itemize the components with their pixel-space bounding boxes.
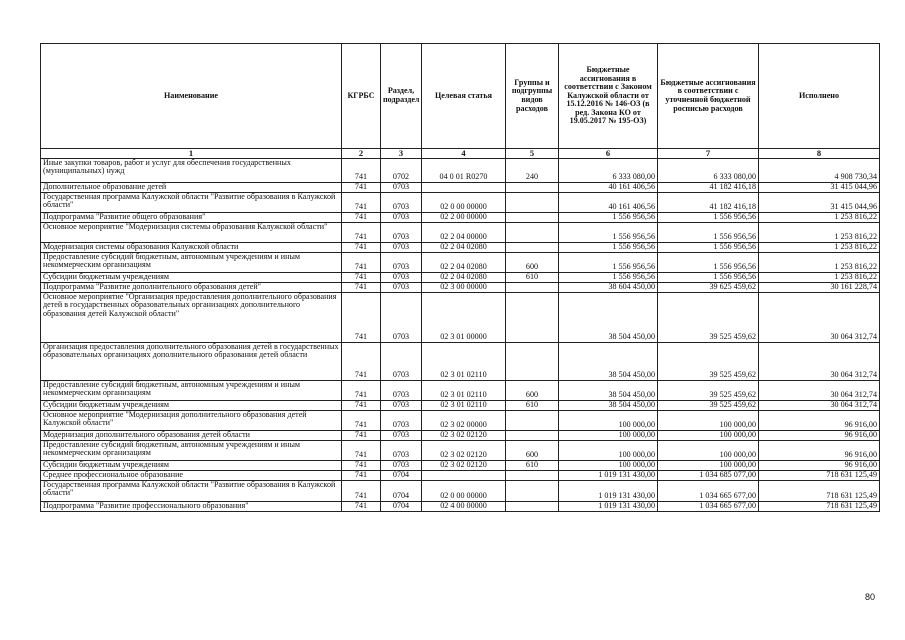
row-section: 0703 <box>381 212 422 222</box>
row-law-allocation: 38 604 450,00 <box>559 282 658 292</box>
row-executed: 1 253 816,22 <box>759 252 880 272</box>
row-name: Дополнительное образование детей <box>41 182 342 192</box>
row-name: Субсидии бюджетным учреждениям <box>41 460 342 470</box>
row-name: Иные закупки товаров, работ и услуг для обеспечения государственных (муниципальных) нужд <box>41 158 342 182</box>
row-refined-allocation: 39 625 459,62 <box>658 282 759 292</box>
row-section: 0703 <box>381 380 422 400</box>
row-executed: 718 631 125,49 <box>759 470 880 480</box>
table-row <box>41 192 880 212</box>
row-name: Подпрограмма "Развитие профессионального образования" <box>41 501 342 511</box>
header-groups: Группы и подгруппы видов расходов <box>506 44 559 149</box>
row-expense-group: 610 <box>506 400 559 410</box>
row-section: 0703 <box>381 430 422 440</box>
row-name: Субсидии бюджетным учреждениям <box>41 272 342 282</box>
row-name: Подпрограмма "Развитие дополнительного образования детей" <box>41 282 342 292</box>
row-target-article: 02 3 00 00000 <box>422 282 506 292</box>
row-executed: 96 916,00 <box>759 440 880 460</box>
table-row <box>41 292 880 342</box>
row-section: 0703 <box>381 342 422 380</box>
row-law-allocation: 1 019 131 430,00 <box>559 480 658 501</box>
row-law-allocation: 100 000,00 <box>559 460 658 470</box>
row-section: 0703 <box>381 292 422 342</box>
row-refined-allocation: 1 556 956,56 <box>658 272 759 282</box>
table-row <box>41 470 880 480</box>
row-law-allocation: 1 556 956,56 <box>559 212 658 222</box>
row-target-article: 02 3 02 00000 <box>422 410 506 430</box>
row-refined-allocation: 39 525 459,62 <box>658 292 759 342</box>
table-row <box>41 242 880 252</box>
row-law-allocation: 38 504 450,00 <box>559 342 658 380</box>
row-law-allocation: 1 556 956,56 <box>559 272 658 282</box>
row-executed: 96 916,00 <box>759 430 880 440</box>
row-executed: 718 631 125,49 <box>759 480 880 501</box>
row-expense-group: 610 <box>506 272 559 282</box>
row-target-article: 02 2 04 02080 <box>422 242 506 252</box>
row-kgrbs: 741 <box>342 380 381 400</box>
page-number: 80 <box>864 592 875 602</box>
row-expense-group: 600 <box>506 440 559 460</box>
row-kgrbs: 741 <box>342 292 381 342</box>
row-target-article <box>422 182 506 192</box>
row-kgrbs: 741 <box>342 410 381 430</box>
row-section: 0704 <box>381 501 422 511</box>
header-kgrbs: КГРБС <box>342 44 381 149</box>
row-target-article: 02 3 02 02120 <box>422 430 506 440</box>
row-refined-allocation: 39 525 459,62 <box>658 400 759 410</box>
column-number: 5 <box>506 149 559 159</box>
row-executed: 1 253 816,22 <box>759 222 880 242</box>
column-number: 1 <box>41 149 342 159</box>
table-row <box>41 440 880 460</box>
row-target-article: 02 3 01 02110 <box>422 342 506 380</box>
row-refined-allocation: 100 000,00 <box>658 460 759 470</box>
row-refined-allocation: 41 182 416,18 <box>658 192 759 212</box>
row-executed: 1 253 816,22 <box>759 272 880 282</box>
row-kgrbs: 741 <box>342 342 381 380</box>
table-row <box>41 410 880 430</box>
row-target-article: 02 0 00 00000 <box>422 480 506 501</box>
table-row <box>41 460 880 470</box>
row-expense-group <box>506 470 559 480</box>
column-number: 4 <box>422 149 506 159</box>
row-expense-group <box>506 212 559 222</box>
column-number-row <box>41 149 880 159</box>
column-number: 8 <box>759 149 880 159</box>
row-target-article: 02 2 04 02080 <box>422 272 506 282</box>
row-kgrbs: 741 <box>342 242 381 252</box>
row-law-allocation: 1 556 956,56 <box>559 222 658 242</box>
row-executed: 96 916,00 <box>759 410 880 430</box>
table-row <box>41 158 880 182</box>
row-kgrbs: 741 <box>342 460 381 470</box>
row-law-allocation: 38 504 450,00 <box>559 380 658 400</box>
row-section: 0703 <box>381 192 422 212</box>
row-executed: 1 253 816,22 <box>759 242 880 252</box>
row-law-allocation: 1 556 956,56 <box>559 242 658 252</box>
row-refined-allocation: 100 000,00 <box>658 430 759 440</box>
row-kgrbs: 741 <box>342 192 381 212</box>
row-refined-allocation: 1 034 665 677,00 <box>658 501 759 511</box>
column-number: 3 <box>381 149 422 159</box>
row-target-article: 02 3 02 02120 <box>422 460 506 470</box>
row-section: 0703 <box>381 252 422 272</box>
row-law-allocation: 38 504 450,00 <box>559 292 658 342</box>
row-target-article <box>422 470 506 480</box>
row-kgrbs: 741 <box>342 470 381 480</box>
row-target-article: 02 3 01 00000 <box>422 292 506 342</box>
row-expense-group <box>506 480 559 501</box>
header-name: Наименование <box>41 44 342 149</box>
row-refined-allocation: 1 034 685 077,00 <box>658 470 759 480</box>
header-law: Бюджетные ассигнования в соответствии с Законом Калужской области от 15.12.2016 № 146-ОЗ (в ред. Закона КО от 19.05.2017 № 195-ОЗ) <box>559 44 658 149</box>
row-name: Модернизация системы образования Калужской области <box>41 242 342 252</box>
row-executed: 718 631 125,49 <box>759 501 880 511</box>
row-expense-group <box>506 222 559 242</box>
row-refined-allocation: 100 000,00 <box>658 410 759 430</box>
table-row <box>41 480 880 501</box>
row-refined-allocation: 1 556 956,56 <box>658 242 759 252</box>
row-expense-group <box>506 192 559 212</box>
row-section: 0703 <box>381 272 422 282</box>
row-kgrbs: 741 <box>342 400 381 410</box>
row-section: 0703 <box>381 242 422 252</box>
row-law-allocation: 100 000,00 <box>559 430 658 440</box>
row-target-article: 02 0 00 00000 <box>422 192 506 212</box>
row-section: 0704 <box>381 470 422 480</box>
row-target-article: 02 3 01 02110 <box>422 380 506 400</box>
row-kgrbs: 741 <box>342 212 381 222</box>
table-row <box>41 182 880 192</box>
row-law-allocation: 38 504 450,00 <box>559 400 658 410</box>
row-target-article: 02 3 02 02120 <box>422 440 506 460</box>
row-refined-allocation: 100 000,00 <box>658 440 759 460</box>
row-target-article: 04 0 01 R0270 <box>422 158 506 182</box>
row-executed: 30 161 228,74 <box>759 282 880 292</box>
row-law-allocation: 100 000,00 <box>559 410 658 430</box>
row-target-article: 02 4 00 00000 <box>422 501 506 511</box>
row-target-article: 02 2 04 00000 <box>422 222 506 242</box>
row-name: Подпрограмма "Развитие общего образования" <box>41 212 342 222</box>
budget-table <box>40 43 880 512</box>
row-executed: 30 064 312,74 <box>759 380 880 400</box>
table-body <box>41 158 880 511</box>
row-section: 0703 <box>381 460 422 470</box>
row-kgrbs: 741 <box>342 222 381 242</box>
row-name: Субсидии бюджетным учреждениям <box>41 400 342 410</box>
row-name: Государственная программа Калужской области "Развитие образования в Калужской области" <box>41 192 342 212</box>
row-executed: 31 415 044,96 <box>759 192 880 212</box>
column-number: 6 <box>559 149 658 159</box>
row-expense-group <box>506 292 559 342</box>
table-row <box>41 430 880 440</box>
header-row <box>41 44 880 149</box>
row-name: Основное мероприятие "Организация предоставления дополнительного образования детей в государственных образовательных организациях дополнительного образования детей Калужской области" <box>41 292 342 342</box>
row-executed: 1 253 816,22 <box>759 212 880 222</box>
row-target-article: 02 2 04 02080 <box>422 252 506 272</box>
row-expense-group: 240 <box>506 158 559 182</box>
column-number: 2 <box>342 149 381 159</box>
header-section: Раздел, подраздел <box>381 44 422 149</box>
header-executed: Исполнено <box>759 44 880 149</box>
table-row <box>41 501 880 511</box>
row-expense-group <box>506 342 559 380</box>
row-target-article: 02 2 00 00000 <box>422 212 506 222</box>
row-section: 0703 <box>381 222 422 242</box>
row-law-allocation: 1 556 956,56 <box>559 252 658 272</box>
row-executed: 96 916,00 <box>759 460 880 470</box>
row-section: 0702 <box>381 158 422 182</box>
row-kgrbs: 741 <box>342 430 381 440</box>
row-expense-group <box>506 182 559 192</box>
row-executed: 4 908 730,34 <box>759 158 880 182</box>
row-refined-allocation: 1 034 665 677,00 <box>658 480 759 501</box>
table-row <box>41 222 880 242</box>
row-law-allocation: 6 333 080,00 <box>559 158 658 182</box>
row-kgrbs: 741 <box>342 501 381 511</box>
row-law-allocation: 40 161 406,56 <box>559 192 658 212</box>
row-executed: 30 064 312,74 <box>759 342 880 380</box>
row-expense-group: 600 <box>506 380 559 400</box>
row-refined-allocation: 1 556 956,56 <box>658 252 759 272</box>
row-name: Организация предоставления дополнительного образования детей в государственных образовательных организациях дополнительного образования детей области <box>41 342 342 380</box>
row-refined-allocation: 6 333 080,00 <box>658 158 759 182</box>
row-law-allocation: 40 161 406,56 <box>559 182 658 192</box>
row-law-allocation: 100 000,00 <box>559 440 658 460</box>
table-row <box>41 282 880 292</box>
row-kgrbs: 741 <box>342 182 381 192</box>
row-section: 0703 <box>381 282 422 292</box>
table-row <box>41 342 880 380</box>
row-section: 0703 <box>381 440 422 460</box>
row-kgrbs: 741 <box>342 158 381 182</box>
row-expense-group <box>506 410 559 430</box>
row-name: Государственная программа Калужской области "Развитие образования в Калужской области" <box>41 480 342 501</box>
header-refined: Бюджетные ассигнования в соответствии с уточненной бюджетной росписью расходов <box>658 44 759 149</box>
row-target-article: 02 3 01 02110 <box>422 400 506 410</box>
row-expense-group <box>506 501 559 511</box>
row-refined-allocation: 39 525 459,62 <box>658 342 759 380</box>
row-refined-allocation: 1 556 956,56 <box>658 212 759 222</box>
row-law-allocation: 1 019 131 430,00 <box>559 470 658 480</box>
row-expense-group: 610 <box>506 460 559 470</box>
row-refined-allocation: 39 525 459,62 <box>658 380 759 400</box>
table-row <box>41 380 880 400</box>
header-target: Целевая статья <box>422 44 506 149</box>
row-name: Модернизация дополнительного образования детей области <box>41 430 342 440</box>
row-name: Среднее профессиональное образование <box>41 470 342 480</box>
table-row <box>41 252 880 272</box>
table-row <box>41 212 880 222</box>
row-section: 0704 <box>381 480 422 501</box>
row-name: Предоставление субсидий бюджетным, автономным учреждениям и иным некоммерческим организациям <box>41 440 342 460</box>
row-name: Предоставление субсидий бюджетным, автономным учреждениям и иным некоммерческим организациям <box>41 252 342 272</box>
row-name: Основное мероприятие "Модернизация системы образования Калужской области" <box>41 222 342 242</box>
row-expense-group <box>506 242 559 252</box>
row-kgrbs: 741 <box>342 272 381 282</box>
row-law-allocation: 1 019 131 430,00 <box>559 501 658 511</box>
row-kgrbs: 741 <box>342 440 381 460</box>
row-name: Основное мероприятие "Модернизация дополнительного образования детей Калужской области" <box>41 410 342 430</box>
row-kgrbs: 741 <box>342 252 381 272</box>
table-row <box>41 272 880 282</box>
row-section: 0703 <box>381 400 422 410</box>
column-number: 7 <box>658 149 759 159</box>
row-section: 0703 <box>381 182 422 192</box>
row-refined-allocation: 41 182 416,18 <box>658 182 759 192</box>
row-refined-allocation: 1 556 956,56 <box>658 222 759 242</box>
row-expense-group <box>506 282 559 292</box>
row-kgrbs: 741 <box>342 282 381 292</box>
row-section: 0703 <box>381 410 422 430</box>
row-expense-group: 600 <box>506 252 559 272</box>
row-executed: 31 415 044,96 <box>759 182 880 192</box>
row-kgrbs: 741 <box>342 480 381 501</box>
row-executed: 30 064 312,74 <box>759 400 880 410</box>
row-executed: 30 064 312,74 <box>759 292 880 342</box>
table-row <box>41 400 880 410</box>
row-name: Предоставление субсидий бюджетным, автономным учреждениям и иным некоммерческим организациям <box>41 380 342 400</box>
row-expense-group <box>506 430 559 440</box>
